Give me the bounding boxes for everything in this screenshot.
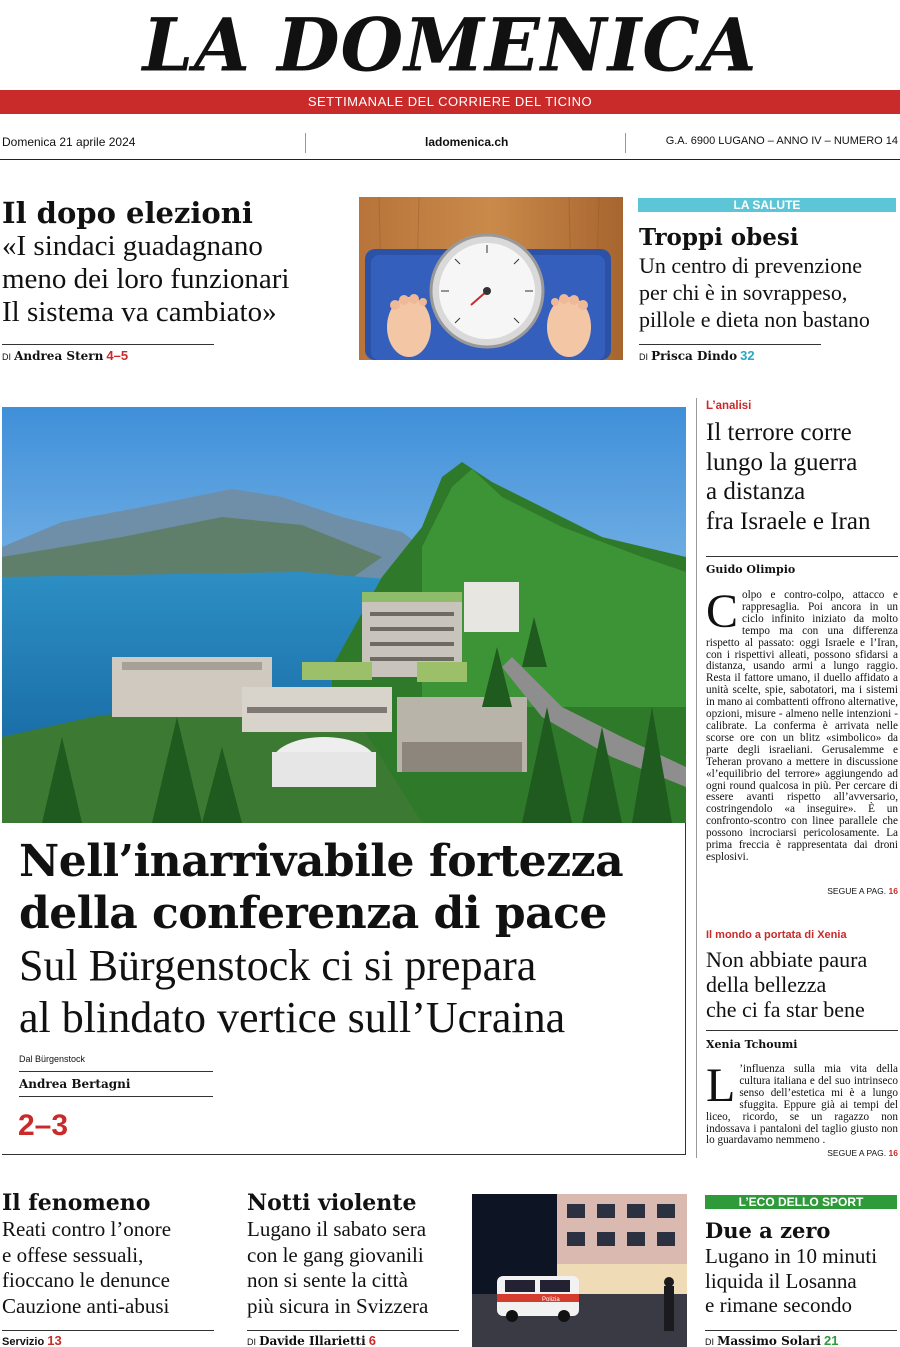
masthead (0, 0, 900, 90)
story-headline: Il dopo elezioni (2, 196, 253, 230)
segue-link[interactable]: SEGUE A PAG. 16 (827, 886, 898, 896)
main-headline: Nell’inarrivabile fortezza della conferenza di pace (19, 836, 624, 939)
story-due-a-zero[interactable] (705, 1218, 900, 1318)
xenia-body: L ’influenza sulla mia vita della cultura italiana e del suo intrinseco senso dell’estetica mi è a lungo sfuggita. Eppure già ai tempi del liceo, ricordo, se un ragazzo non indossava i pantaloni del taglio giusto non lo guardavamo nemmeno . (706, 1059, 898, 1147)
story-fenomeno[interactable] (2, 1190, 222, 1319)
divider (685, 823, 686, 1154)
segue-link[interactable]: SEGUE A PAG. 16 (827, 1148, 898, 1158)
story-headline: Il fenomeno (2, 1190, 151, 1216)
masthead-subtitle: SETTIMANALE DEL CORRIERE DEL TICINO (307, 94, 593, 109)
story-headline: Troppi obesi (639, 224, 799, 251)
dateline (0, 131, 900, 155)
author-name: Massimo Solari (717, 1334, 821, 1347)
divider (696, 398, 697, 1158)
xenia-author: Xenia Tchoumi (706, 1038, 798, 1051)
divider (2, 1154, 686, 1155)
edition-info: G.A. 6900 LUGANO – ANNO IV – NUMERO 14 (665, 135, 898, 147)
main-page-ref: 2–3 (18, 1109, 69, 1142)
page-ref: 32 (740, 348, 755, 363)
night-street-image (472, 1194, 687, 1347)
page-ref: 21 (824, 1333, 839, 1347)
burgenstock-image (2, 407, 686, 823)
story-notti-violente[interactable] (247, 1190, 467, 1319)
kicker-xenia: Il mondo a portata di Xenia (706, 929, 847, 941)
story-subhead: Un centro di prevenzione per chi è in sovrappeso, pillole e dieta non bastano (639, 253, 870, 332)
divider (2, 1330, 214, 1331)
author-name: Prisca Dindo (651, 349, 738, 363)
main-story[interactable] (19, 836, 679, 1044)
byline: DI Davide Illarietti 6 (247, 1333, 376, 1347)
main-author: Andrea Bertagni (19, 1077, 131, 1091)
author-name: Davide Illarietti (259, 1334, 366, 1347)
dropcap: C (706, 585, 739, 638)
divider (705, 1330, 897, 1331)
analisi-body: Colpo e contro-colpo, attacco e rappresaglia. Poi ancora in un ciclo infinito iniziato da molto tempo ma con una differenza rispetto al passato: oggi Israele e l’Iran, con i rispettivi alleati, possono sfidarsi a distanza, usando armi a lungo raggio. Resta il fattore umano, il duello affidato a unità scelte, spie, sabotatori, ma i sistemi in mano ai combattenti offrono alternative, opzioni, misure - almeno nelle intenzioni - calibrate. La conferma è arrivata nelle scorse ore con un blitz «simbolico» da parte degli israeliani. Gerusalemme e Teheran provano a mettere in discussione «l’equilibrio del terrore» aggiungendo ad ogni round qualcosa in più. Per cercare di essere avanti rispetto all’avversario, costringendolo «a inseguire». È un confronto-scontro con linee parallele che possono incrociarsi pericolosamente. La prima freccia è rappresentata dai droni esplosivi. (706, 585, 898, 863)
divider (19, 1071, 213, 1072)
byline: DI Massimo Solari 21 (705, 1333, 839, 1347)
divider (639, 344, 821, 345)
byline: DI Prisca Dindo 32 (639, 348, 755, 363)
story-headline: Due a zero (705, 1218, 831, 1243)
kicker-analisi: L’analisi (706, 400, 752, 412)
story-headline: Notti violente (247, 1190, 417, 1216)
main-subhead: Sul Bürgenstock ci si prepara al blindato vertice sull’Ucraina (19, 941, 566, 1042)
divider (706, 556, 898, 557)
divider (625, 133, 626, 153)
analisi-headline[interactable]: Il terrore corre lungo la guerra a distanza fra Israele e Iran (706, 419, 871, 535)
story-subhead: «I sindaci guadagnano meno dei loro funzionari Il sistema va cambiato» (2, 230, 290, 328)
scale-image (359, 197, 623, 360)
divider (247, 1330, 459, 1331)
page-ref: 4–5 (106, 348, 129, 363)
section-kicker-sport: L’ECO DELLO SPORT (705, 1195, 897, 1209)
divider (0, 159, 900, 160)
story-obesi[interactable] (639, 224, 899, 333)
dropcap: L (706, 1059, 736, 1112)
byline: DI Andrea Stern 4–5 (2, 348, 129, 363)
issue-date: Domenica 21 aprile 2024 (2, 135, 136, 149)
story-subhead: Lugano in 10 minuti liquida il Losanna e rimane secondo (705, 1244, 878, 1317)
page-ref: 13 (47, 1333, 62, 1347)
police-photo (472, 1194, 687, 1347)
main-dateline: Dal Bürgenstock (19, 1054, 86, 1064)
divider (19, 1096, 213, 1097)
analisi-author: Guido Olimpio (706, 563, 796, 576)
author-name: Andrea Stern (14, 349, 104, 363)
divider (305, 133, 306, 153)
xenia-headline[interactable]: Non abbiate paura della bellezza che ci fa star bene (706, 947, 868, 1022)
story-subhead: Reati contro l’onore e offese sessuali, fioccano le denunce Cauzione anti-abusi (2, 1217, 172, 1318)
page-ref: 6 (368, 1333, 376, 1347)
story-elezioni[interactable] (2, 196, 342, 329)
website-link[interactable]: ladomenica.ch (425, 135, 509, 149)
divider (2, 344, 214, 345)
scale-photo (359, 197, 623, 360)
byline (2, 1333, 62, 1347)
section-name: Servizio (2, 1336, 45, 1347)
main-photo (2, 407, 686, 823)
story-subhead: Lugano il sabato sera con le gang giovanili non si sente la città più sicura in Svizzera (247, 1217, 429, 1318)
police-car-label: Polizia (542, 1297, 560, 1303)
section-kicker-salute: LA SALUTE (638, 198, 896, 212)
masthead-subtitle-bar (0, 90, 900, 114)
divider (706, 1030, 898, 1031)
masthead-title: LA DOMENICA (142, 1, 758, 88)
